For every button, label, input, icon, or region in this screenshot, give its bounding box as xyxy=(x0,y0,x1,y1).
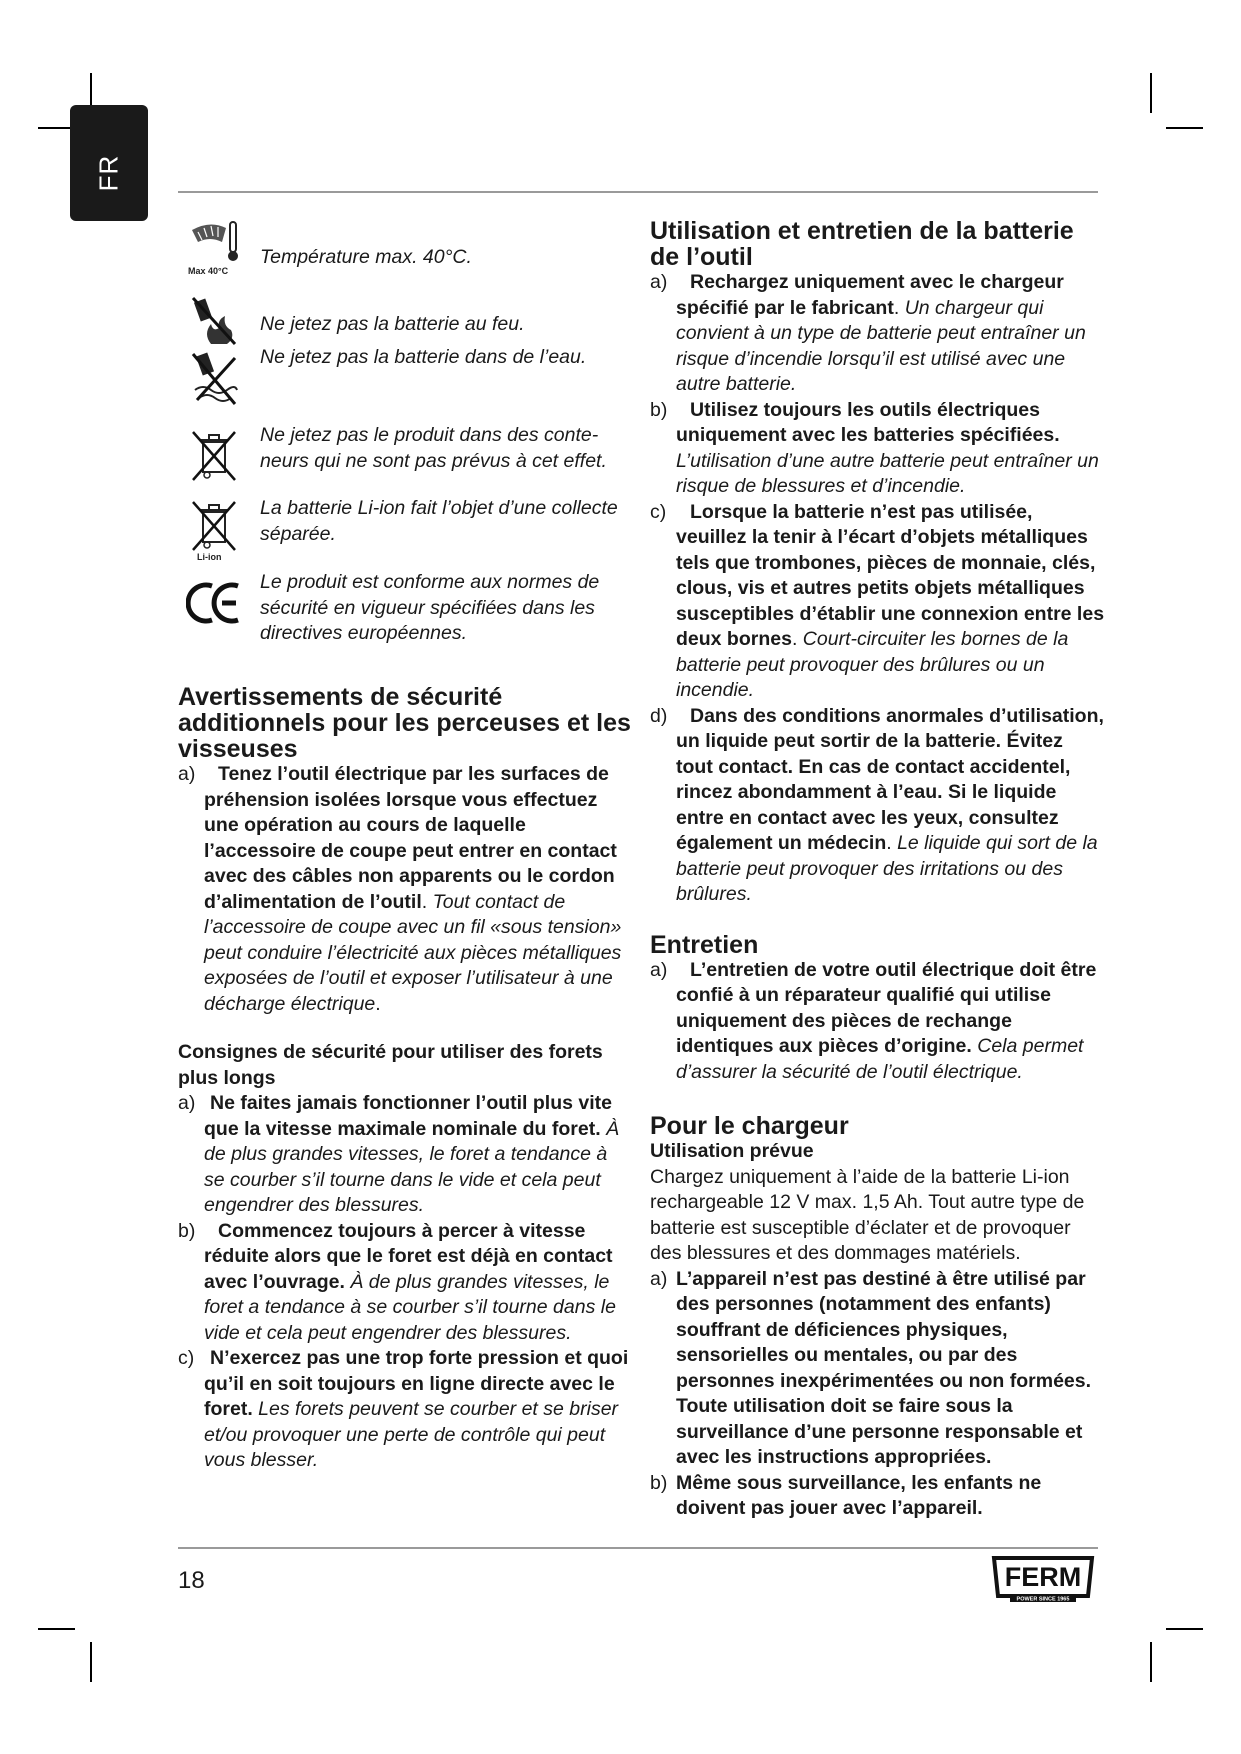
section-title-battery: Utilisation et entretien de la batterie de l’outil xyxy=(650,217,1074,271)
list-bold-text: N’exercez pas une trop forte pression et quoi qu’il en soit toujours en ligne directe avec le foret. xyxy=(204,1347,629,1420)
list-item: d) Dans des conditions anormales d’utilisation, un liquide peut sortir de la batterie. Évitez tout contact. En cas de contact accidentel, rincez abondamment à l’eau. Si le liquide entre en contact avec les yeux, consultez également un médecin. Le liquide qui sort de la batterie peut provoquer des irritations ou des brûlures. xyxy=(650,704,1104,905)
section-title-drills: Avertissements de sécurité additionnels pour les perceuses et les visseuses xyxy=(178,683,631,763)
crossed-bin-liion-icon xyxy=(178,500,250,562)
list-italic-text: Cela permet d’assurer la sécurité de l’outil électrique. xyxy=(676,1035,1084,1083)
list-italic-text: À de plus grandes vitesses, le foret a tendance à se courber s’il tourne dans le vide et cela peut engendrer des blessures. xyxy=(204,1270,616,1344)
list-item xyxy=(650,1267,1105,1471)
list-label: b) xyxy=(650,1471,668,1494)
section-title-maintenance: Entretien xyxy=(650,930,759,959)
list-label: b) xyxy=(650,398,668,421)
list-item: a) Tenez l’outil électrique par les surfaces de préhension isolées lorsque vous effectuez une opération au cours de laquelle l’accessoire de coupe peut entrer en contact avec des câbles non apparents ou le cordon d’alimentation de l’outil. Tout contact de l’accessoire de coupe avec un fil «sous tension» peut conduire l’électricité aux pièces métalliques exposées de l’outil et exposer l’utilisateur à une décharge électrique. xyxy=(178,763,622,1015)
list-item: c) Lorsque la batterie n’est pas utilisée, veuillez la tenir à l’écart d’objets métalliques tels que trombones, pièces de monnaie, clés, clous, vis et autres petits objets métalliques susceptibles d’établir une connexion entre les deux bornes. Court-circuiter les bornes de la batterie peut provoquer des brûlures ou un incendie. xyxy=(650,500,1105,701)
symbol-text: Le produit est conforme aux normes de sécurité en vigueur spécifiées dans les directives européennes. xyxy=(260,571,600,644)
crop-mark xyxy=(1150,1642,1152,1682)
list-bold-text: Utilisez toujours les outils électriques uniquement avec les batteries spécifiées. xyxy=(676,398,1060,446)
right-column xyxy=(650,218,1105,1522)
symbol-text: Ne jetez pas la batterie au feu. xyxy=(260,313,525,335)
list-bold-text: L’entretien de votre outil électrique doit être confié à un réparateur qualifié qui utilise uniquement des pièces de rechange identiques aux pièces d’origine. xyxy=(676,958,1097,1057)
list-label: a) xyxy=(650,271,668,293)
header-rule xyxy=(178,191,1098,193)
list-italic-text: À de plus grandes vitesses, le foret a tendance à se courber s’il tourne dans le vide et cela peut engendrer des blessures. xyxy=(204,1117,620,1216)
list-italic-text: L’utilisation d’une autre batterie peut entraîner un risque de blessures et d’incendie. xyxy=(676,449,1099,497)
symbol-text: La batterie Li-ion fait l’objet d’une collecte séparée. xyxy=(260,497,618,545)
symbol-row xyxy=(178,571,633,674)
list-label: a) xyxy=(178,1092,196,1114)
list-italic-text: Un chargeur qui convient à un type de batterie peut entraîner un risque d’incendie lorsqu’il est utilisé avec une autre batterie. xyxy=(676,296,1086,395)
symbol-text: Température max. 40°C. xyxy=(260,246,472,268)
thermometer-icon xyxy=(178,218,250,278)
ferm-logo xyxy=(990,1556,1096,1602)
language-tab xyxy=(70,105,148,221)
list-bold-text: Tenez l’outil électrique par les surfaces de préhension isolées lorsque vous effectuez une opération au cours de laquelle l’accessoire de coupe peut entrer en contact avec des câbles non apparents ou le cordon d’alimentation de l’outil xyxy=(204,763,617,913)
crossed-bin-icon xyxy=(178,428,250,482)
list-label: c) xyxy=(650,500,667,523)
crop-mark xyxy=(1150,73,1152,113)
list-italic-text: Les forets peuvent se courber et se briser et/ou provoquer une perte de contrôle qui peut vous blesser. xyxy=(204,1398,619,1471)
crop-mark xyxy=(1166,127,1203,129)
page-number: 18 xyxy=(178,1567,205,1594)
list-bold-text: Dans des conditions anormales d’utilisation, un liquide peut sortir de la batterie. Évitez tout contact. En cas de contact accidentel, rincez abondamment à l’eau. Si le liquide entre en contact avec les yeux, consultez également un médecin xyxy=(676,704,1104,854)
section-title-long-bits: Consignes de sécurité pour utiliser des forets plus longs xyxy=(178,1041,603,1089)
list-bold-text: Ne faites jamais fonctionner l’outil plus vite que la vitesse maximale nominale du foret. xyxy=(204,1092,612,1140)
symbol-text: Ne jetez pas la batterie dans de l’eau. xyxy=(260,346,587,368)
symbol-row xyxy=(178,497,633,578)
list-bold-text: Commencez toujours à percer à vitesse réduite alors que le foret est déjà en contact avec l’ouvrage. xyxy=(204,1219,613,1293)
list-label: d) xyxy=(650,704,668,727)
list-item xyxy=(178,1091,633,1219)
symbol-row xyxy=(178,346,633,428)
liion-icon-label: Li-ion xyxy=(197,552,222,562)
symbol-row xyxy=(178,218,633,294)
list-item xyxy=(650,1471,1105,1522)
list-label: a) xyxy=(650,1267,668,1290)
list-italic-text: Le liquide qui sort de la batterie peut provoquer des irritations ou des brûlures. xyxy=(676,832,1098,905)
list-bold-text: Lorsque la batterie n’est pas utilisée, veuillez la tenir à l’écart d’objets métalliques tels que trombones, pièces de monnaie, clés, clous, vis et autres petits objets métalliques susceptibles d’établir une connexion entre les deux bornes xyxy=(676,500,1105,650)
list-label: c) xyxy=(178,1347,195,1369)
list-bold-text: L’appareil n’est pas destiné à être utilisé par des personnes (notamment des enfants) souffrant de déficiences physiques, sensorielles ou mentales, ou par des personnes inexpérimentées ou non formées. Toute utilisation doit se faire sous la surveillance d’une personne responsable et avec les instructions appropriées. xyxy=(676,1267,1092,1468)
list-italic-text: Tout contact de l’accessoire de coupe avec un fil «sous tension» peut conduire l’électricité aux pièces métalliques exposées de l’outil et exposer l’utilisateur à une décharge électrique xyxy=(204,890,622,1015)
symbol-text: Ne jetez pas le produit dans des conte-neurs qui ne sont pas prévus à cet effet. xyxy=(260,424,607,472)
charger-body-text: Chargez uniquement à l’aide de la batterie Li-ion rechargeable 12 V max. 1,5 Ah. Tout autre type de batterie est susceptible d’éclater et de provoquer des blessures et des dommages matériels. xyxy=(650,1165,1085,1264)
list-label: a) xyxy=(178,763,196,785)
left-column xyxy=(178,218,633,1474)
crop-mark xyxy=(38,1628,75,1630)
list-label: b) xyxy=(178,1219,196,1242)
list-item xyxy=(650,958,1105,1086)
list-italic-text: Court-circuiter les bornes de la batterie peut provoquer des brûlures ou un incendie. xyxy=(676,628,1069,701)
list-item xyxy=(650,398,1105,500)
section-subtitle-charger: Utilisation prévue xyxy=(650,1140,814,1162)
crop-mark xyxy=(90,1642,92,1682)
logo-wordmark: FERM xyxy=(1004,1562,1082,1592)
ce-mark-graphic xyxy=(186,578,242,628)
thermometer-icon-label: Max 40°C xyxy=(188,266,229,276)
ce-mark-icon xyxy=(178,578,250,628)
logo-tagline: POWER SINCE 1965 xyxy=(1016,1596,1070,1602)
list-label: a) xyxy=(650,958,668,981)
symbol-row xyxy=(178,424,633,500)
language-tab-label: FR xyxy=(93,154,124,192)
list-bold-text: Rechargez uniquement avec le chargeur spécifié par le fabricant xyxy=(676,271,1064,319)
no-water-icon xyxy=(178,350,250,408)
crop-mark xyxy=(1166,1628,1203,1630)
footer-rule xyxy=(178,1547,1098,1549)
list-item xyxy=(178,1219,633,1347)
list-bold-text: Même sous surveillance, les enfants ne doivent pas jouer avec l’appareil. xyxy=(676,1471,1042,1519)
list-item: a) Rechargez uniquement avec le chargeur spécifié par le fabricant. Un chargeur qui convient à un type de batterie peut entraîner un risque d’incendie lorsqu’il est utilisé avec une autre batterie. xyxy=(650,271,1086,395)
no-fire-icon xyxy=(178,294,250,348)
symbol-row xyxy=(178,294,633,350)
list-item xyxy=(178,1346,633,1474)
section-title-charger: Pour le chargeur xyxy=(650,1112,849,1140)
